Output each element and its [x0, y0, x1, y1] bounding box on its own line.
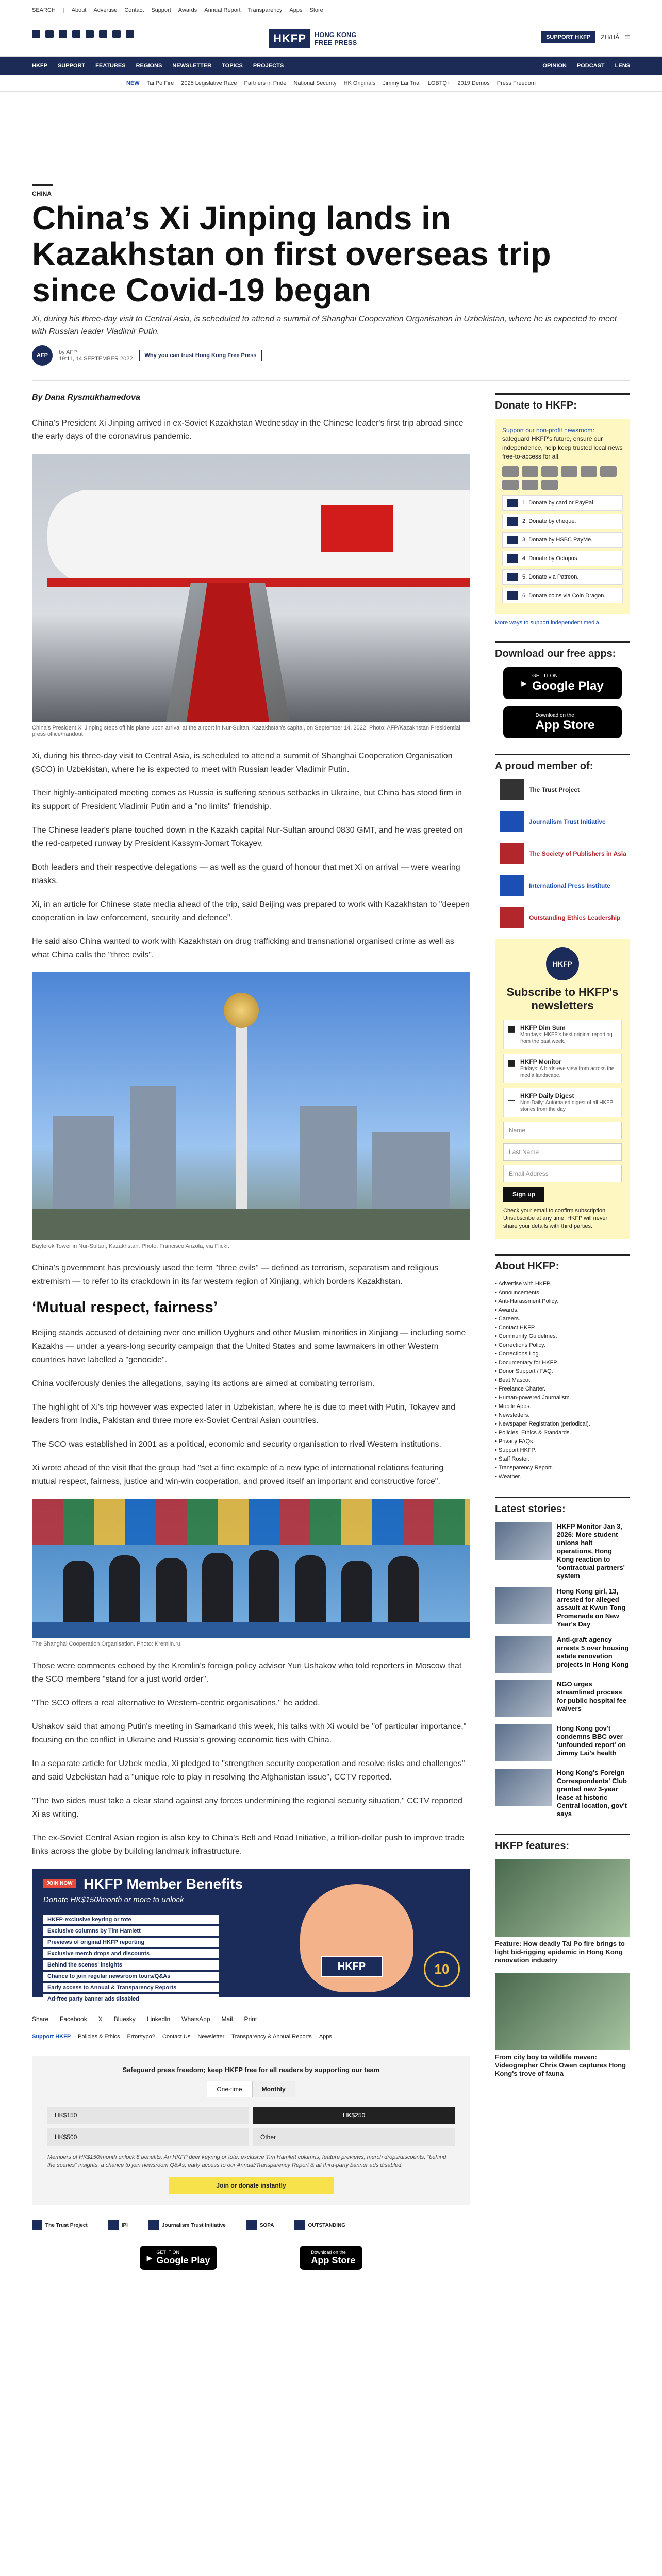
- logo-text-line-1: HONG KONG: [314, 31, 357, 39]
- nav-item-home[interactable]: HKFP: [32, 63, 47, 69]
- benefit-list: [43, 1915, 219, 2006]
- one-time-tab[interactable]: One-time: [207, 2081, 252, 2097]
- paragraph: The SCO was established in 2001 as a political, economic and security organisation to rival Western institutions.: [32, 1440, 441, 1449]
- latest-story[interactable]: Hong Kong girl, 13, arrested for alleged assault at Kwun Tong Promenade on New Year's Day: [495, 1587, 630, 1629]
- coin-icon: [541, 480, 558, 490]
- main-nav: [0, 57, 662, 75]
- benefit-item: Early access to Annual & Transparency Reports: [43, 1983, 219, 1992]
- last-name-field[interactable]: Last Name: [503, 1143, 622, 1161]
- payme-icon: [581, 466, 597, 477]
- article-footer-links: [32, 2033, 470, 2045]
- about-link[interactable]: • Awards.: [495, 1306, 630, 1315]
- card-icon: [507, 499, 518, 507]
- checkbox-checked[interactable]: [508, 1026, 515, 1033]
- paragraph: Both leaders and their respective delegations — as well as the guard of honour that met Xi on arrival — were wearing masks.: [32, 863, 460, 885]
- newsletter-option[interactable]: HKFP Dim Sum Mondays: HKFP's best original reporting from the past week.: [503, 1020, 622, 1049]
- annual-report-link[interactable]: Annual Report: [204, 7, 241, 13]
- search-link[interactable]: SEARCH: [32, 7, 56, 13]
- payme-icon: [507, 536, 518, 544]
- photo-xi-plane: [32, 454, 470, 722]
- logo-text: [315, 31, 357, 46]
- feature-story[interactable]: Feature: How deadly Tai Po fire brings to light bid-rigging epidemic in Hong Kong renovation industry: [495, 1859, 630, 1964]
- email-field[interactable]: Email Address: [503, 1165, 622, 1182]
- nav-item-newsletter[interactable]: NEWSLETTER: [172, 63, 212, 69]
- author-info: [59, 349, 133, 362]
- share-bluesky-link[interactable]: Bluesky: [113, 2015, 136, 2023]
- about-link[interactable]: • Human-powered Journalism.: [495, 1394, 630, 1402]
- amount-options: [47, 2107, 455, 2146]
- photo-caption: Bayterek Tower in Nur-Sultan, Kazakhstan. Photo: Francisco Anzola, via Flickr.: [32, 1243, 230, 1249]
- share-label: Share: [32, 2015, 49, 2023]
- author-avatar[interactable]: AFP: [32, 345, 53, 366]
- trending-link[interactable]: Jimmy Lai Trial: [383, 80, 421, 87]
- nav-item-opinion[interactable]: OPINION: [542, 63, 567, 69]
- sidebar-donate-box: [495, 419, 630, 614]
- figure-tower: [32, 972, 470, 1249]
- donate-option[interactable]: 2. Donate by cheque.: [502, 514, 623, 529]
- outstanding-badge[interactable]: OUTSTANDING: [294, 2220, 345, 2230]
- about-link[interactable]: • Corrections Policy.: [495, 1341, 630, 1350]
- about-link[interactable]: • Contact HKFP.: [495, 1324, 630, 1332]
- feature-thumbnail: [495, 1973, 630, 2050]
- about-link[interactable]: • Newspaper Registration (periodical).: [495, 1420, 630, 1429]
- ipi-icon: [108, 2220, 119, 2230]
- store-link[interactable]: Store: [309, 7, 323, 13]
- bluesky-icon[interactable]: [112, 30, 121, 38]
- article-byline: By Dana Rysmukhamedova: [32, 393, 140, 402]
- trending-link[interactable]: 2019 Demos: [457, 80, 490, 87]
- nav-item-podcast[interactable]: PODCAST: [576, 63, 605, 69]
- photo-sco-leaders: [32, 1499, 470, 1638]
- about-link[interactable]: • Announcements.: [495, 1289, 630, 1297]
- story-thumbnail: [495, 1680, 552, 1717]
- amount-option[interactable]: HK$500: [47, 2128, 249, 2146]
- monthly-tab[interactable]: Monthly: [252, 2081, 295, 2097]
- paragraph: Those were comments echoed by the Kremlin's foreign policy advisor Yuri Ushakov who told reporters in Moscow that the SCO members "stand for a just world order".: [32, 1662, 462, 1684]
- divider: |: [62, 7, 64, 13]
- figure-plane: [32, 454, 470, 737]
- share-facebook-link[interactable]: Facebook: [60, 2015, 87, 2023]
- benefit-item: Ad-free party banner ads disabled: [43, 1994, 219, 2004]
- member-trust-project[interactable]: The Trust Project: [495, 779, 630, 800]
- amount-option-other[interactable]: Other: [253, 2128, 455, 2146]
- paragraph: "The two sides must take a clear stand against any forces undermining the regional security situation," CCTV reported Xi as writing.: [32, 1797, 462, 1819]
- paragraph: Beijing stands accused of detaining over one million Uyghurs and other Muslim minorities in Xinjiang — including some Kazakhs — under a years-long security campaign that the United States and some lawmakers in other Western countries have labelled a "genocide".: [32, 1329, 466, 1364]
- section-label[interactable]: CHINA: [32, 184, 53, 197]
- policies-link[interactable]: Policies & Ethics: [78, 2033, 120, 2040]
- story-thumbnail: [495, 1522, 552, 1560]
- hkfp-badge: HKFP: [546, 947, 579, 980]
- contact-link[interactable]: Contact: [124, 7, 144, 13]
- instagram-icon[interactable]: [59, 30, 67, 38]
- trending-link[interactable]: Tai Po Fire: [146, 80, 174, 87]
- donate-option[interactable]: 3. Donate by HSBC PayMe.: [502, 532, 623, 548]
- menu-icon[interactable]: ☰: [624, 33, 630, 41]
- about-link[interactable]: • Mobile Apps.: [495, 1402, 630, 1411]
- octopus-icon: [507, 554, 518, 563]
- about-link[interactable]: • Freelance Charter.: [495, 1385, 630, 1394]
- latest-story[interactable]: Hong Kong's Foreign Correspondents' Club granted new 3-year lease at historic Central location, gov't says: [495, 1769, 630, 1818]
- about-link[interactable]: • Staff Roster.: [495, 1455, 630, 1464]
- paragraph: Xi, in an article for Chinese state media ahead of the trip, said Beijing was prepared to work with Kazakhstan to "deepen cooperation in law enforcement, security and defence".: [32, 900, 470, 922]
- member-ipi[interactable]: International Press Institute: [495, 875, 630, 896]
- subheading: ‘Mutual respect, fairness’: [32, 1299, 218, 1316]
- nav-item-projects[interactable]: PROJECTS: [253, 63, 284, 69]
- newsletter-option[interactable]: HKFP Daily Digest Non-Daily: Automated digest of all HKFP stories from the day.: [503, 1088, 622, 1117]
- donate-option[interactable]: 6. Donate coins via Coin Dragon.: [502, 588, 623, 603]
- story-thumbnail: [495, 1636, 552, 1673]
- ipi-badge[interactable]: IPI: [108, 2220, 128, 2230]
- publish-date: 19:11, 14 SEPTEMBER 2022: [59, 355, 133, 362]
- print-link[interactable]: Print: [244, 2015, 257, 2023]
- donate-option[interactable]: 5. Donate via Patreon.: [502, 569, 623, 585]
- sidebar-donate-title: Donate to HKFP:: [495, 393, 630, 412]
- donate-option[interactable]: 1. Donate by card or PayPal.: [502, 495, 623, 511]
- story-thumbnail: [495, 1724, 552, 1761]
- new-label: NEW: [126, 80, 140, 87]
- donate-intro: Support our non-profit newsroom: safeguard HKFP's future, ensure our independence, help keep trusted local news free-to-access for all.: [502, 427, 623, 460]
- story-thumbnail: [495, 1587, 552, 1624]
- sopa-icon: [500, 843, 524, 864]
- top-bar: [0, 0, 662, 57]
- language-switch[interactable]: ZH/HÅ: [601, 33, 620, 41]
- sidebar-latest-title: Latest stories:: [495, 1497, 630, 1515]
- logo-text-line-2: FREE PRESS: [314, 39, 357, 46]
- feature-story[interactable]: From city boy to wildlife maven: Videographer Chris Owen captures Hong Kong's trove of fauna: [495, 1973, 630, 2078]
- newsletter-link[interactable]: Newsletter: [197, 2033, 225, 2040]
- jti-badge[interactable]: Journalism Trust Initiative: [148, 2220, 226, 2230]
- paragraph: The Chinese leader's plane touched down in the Kazakh capital Nur-Sultan around 0830 GMT, and he was greeted on the red-carpeted runway by President Kassym-Jomart Tokayev.: [32, 826, 463, 848]
- about-link[interactable]: • Documentary for HKFP.: [495, 1359, 630, 1367]
- benefit-item: Exclusive merch drops and discounts: [43, 1949, 219, 1958]
- benefit-item: HKFP-exclusive keyring or tote: [43, 1915, 219, 1924]
- sign-up-button[interactable]: Sign up: [503, 1187, 544, 1202]
- author-name[interactable]: by AFP: [59, 349, 77, 355]
- nav-item-topics[interactable]: TOPICS: [222, 63, 243, 69]
- join-donate-button[interactable]: Join or donate instantly: [169, 2177, 334, 2194]
- store-buttons-bottom: [32, 2246, 470, 2270]
- about-link[interactable]: • Beat Mascot.: [495, 1376, 630, 1385]
- patreon-icon: [502, 480, 519, 490]
- story-thumbnail: [495, 1769, 552, 1806]
- site-logo[interactable]: [269, 29, 357, 48]
- newsletter-signup: [495, 939, 630, 1239]
- share-whatsapp-link[interactable]: WhatsApp: [181, 2015, 210, 2023]
- paragraph: "The SCO offers a real alternative to Western-centric organisations," he added.: [32, 1699, 320, 1707]
- about-link[interactable]: • Careers.: [495, 1315, 630, 1324]
- trending-link[interactable]: HK Originals: [343, 80, 376, 87]
- apps-link[interactable]: Apps: [289, 7, 303, 13]
- feature-thumbnail: [495, 1859, 630, 1937]
- cheque-icon: [522, 480, 538, 490]
- benefit-item: Chance to join regular newsroom tours/Q&As: [43, 1972, 219, 1981]
- app-store-button[interactable]: Download on the App Store: [503, 706, 622, 738]
- donation-widget: [32, 2056, 470, 2205]
- about-link[interactable]: • Privacy FAQs.: [495, 1437, 630, 1446]
- advertise-link[interactable]: Advertise: [93, 7, 118, 13]
- first-name-field[interactable]: Name: [503, 1122, 622, 1139]
- about-link[interactable]: • Anti-Harassment Policy.: [495, 1297, 630, 1306]
- anniversary-badge: 10: [424, 1951, 460, 1987]
- share-x-link[interactable]: X: [98, 2015, 103, 2023]
- support-hkfp-link[interactable]: Support HKFP: [32, 2033, 71, 2040]
- member-jti[interactable]: Journalism Trust Initiative: [495, 811, 630, 832]
- octopus-icon: [600, 466, 617, 477]
- ipi-icon: [500, 875, 524, 896]
- nav-item-features[interactable]: FEATURES: [95, 63, 126, 69]
- frequency-toggle: [47, 2081, 455, 2097]
- topbar-actions: [541, 31, 630, 43]
- threads-icon[interactable]: [72, 30, 80, 38]
- latest-story[interactable]: Anti-graft agency arrests 5 over housing estate renovation projects in Hong Kong: [495, 1636, 630, 1673]
- trust-badge[interactable]: Why you can trust Hong Kong Free Press: [139, 350, 262, 361]
- award-icon: [500, 907, 524, 928]
- divider: [32, 380, 630, 381]
- member-benefits-banner[interactable]: [32, 1869, 470, 2002]
- about-link[interactable]: • Community Guidelines.: [495, 1332, 630, 1341]
- subscribe-title: Subscribe to HKFP's newsletters: [506, 986, 619, 1012]
- about-link[interactable]: • Donor Support / FAQ.: [495, 1367, 630, 1376]
- latest-story[interactable]: Hong Kong gov't condemns BBC over 'unfounded report' on Jimmy Lai's health: [495, 1724, 630, 1761]
- paragraph: China vociferously denies the allegations, saying its actions are aimed at combating terrorism.: [32, 1379, 375, 1388]
- deer-badge: HKFP: [321, 1956, 383, 1977]
- signup-fine-print: Check your email to confirm subscription. Unsubscribe at any time. HKFP will never share your details with third parties.: [503, 1208, 608, 1229]
- benefit-item: Exclusive columns by Tim Hamlett: [43, 1926, 219, 1936]
- paragraph: Xi wrote ahead of the visit that the group had "set a fine example of a new type of international relations featuring mutual respect, fairness, justice and win-win cooperation, and proved itself an important and constructive force".: [32, 1464, 444, 1486]
- sidebar-features-title: HKFP features:: [495, 1834, 630, 1852]
- amount-option-selected[interactable]: HK$250: [253, 2107, 455, 2124]
- jti-icon: [500, 811, 524, 832]
- apps-link[interactable]: Apps: [319, 2033, 332, 2040]
- about-link[interactable]: • Corrections Log.: [495, 1350, 630, 1359]
- about-link[interactable]: • Policies, Ethics & Standards.: [495, 1429, 630, 1437]
- membership-badges: [32, 2220, 470, 2230]
- google-play-button[interactable]: ▶ GET IT ON Google Play: [503, 667, 622, 699]
- benefit-item: Behind the scenes' insights: [43, 1960, 219, 1970]
- nav-item-regions[interactable]: REGIONS: [136, 63, 162, 69]
- paragraph: Their highly-anticipated meeting comes as Russia is suffering serious setbacks in Ukraine, but China has stood firm in its support of President Vladimir Putin and a "no limits" friendship.: [32, 789, 462, 811]
- about-link[interactable]: • Support HKFP.: [495, 1446, 630, 1455]
- about-link[interactable]: • Transparency Report.: [495, 1464, 630, 1472]
- about-link[interactable]: • Advertise with HKFP.: [495, 1280, 630, 1289]
- checkbox-checked[interactable]: [508, 1060, 515, 1067]
- paragraph: He said also China wanted to work with Kazakhstan on drug trafficking and transnational organised crime as well as what China calls the "three evils".: [32, 937, 454, 959]
- payment-icons: [502, 466, 623, 490]
- error-typo-link[interactable]: Error/typo?: [127, 2033, 155, 2040]
- trust-project-badge[interactable]: The Trust Project: [32, 2220, 88, 2230]
- awards-link[interactable]: Awards: [178, 7, 197, 13]
- donation-heading: Safeguard press freedom; keep HKFP free for all readers by supporting our team: [122, 2066, 380, 2074]
- paragraph: Xi, during his three-day visit to Central Asia, is scheduled to attend a summit of Shanghai Cooperation Organisation (SCO) in Uzbekistan, where he is expected to meet with Russian leader Vladimir Putin.: [32, 752, 453, 774]
- paragraph: The highlight of Xi's trip however was expected later in Uzbekistan, where he is due to meet with Putin, Tokayev and leaders from India, Pakistan and three more ex-Soviet Central Asian countries.: [32, 1403, 455, 1425]
- photo-caption: China's President Xi Jinping steps off his plane upon arrival at the airport in Nur-Sultan, Kazakhstan's capital, on September 14, 2022. Photo: AFP/Kazakhstan Presidential press office/handout.: [32, 725, 460, 737]
- donation-note: Members of HK$150/month unlock 8 benefits: An HKFP deer keyring or tote, exclusive Tim Hamlett columns, feature previews, merch drops/discounts, "behind the scenes" insights, a chance to join newsroom Q&As, early access to our Annual/Transparency Report & all third-party banner ads disabled.: [47, 2154, 446, 2168]
- support-link[interactable]: Support: [151, 7, 171, 13]
- sidebar: [495, 393, 630, 2086]
- trending-link[interactable]: Press Freedom: [496, 80, 536, 87]
- figure-sco: [32, 1499, 470, 1647]
- trust-project-icon: [500, 779, 524, 800]
- about-link[interactable]: • Weather.: [495, 1472, 630, 1481]
- logo-mark: HKFP: [269, 29, 310, 48]
- mastercard-icon: [522, 466, 538, 477]
- sidebar-member-title: A proud member of:: [495, 754, 630, 772]
- trending-bar: [0, 75, 662, 92]
- nav-item-support[interactable]: SUPPORT: [57, 63, 86, 69]
- paragraph: In a separate article for Uzbek media, Xi pledged to "strengthen security cooperation and resolve risks and challenges" and said Uzbekistan had a "unique role to play in resolving the Afghanistan issue", CCTV reported.: [32, 1759, 465, 1782]
- paragraph: Ushakov said that among Putin's meeting in Samarkand this week, his talks with Xi would be "of particular importance," focusing on the conflict in Ukraine and Russia's growing economic ties with China.: [32, 1722, 467, 1744]
- youtube-icon[interactable]: [86, 30, 94, 38]
- google-play-button[interactable]: ▶ GET IT ON Google Play: [140, 2246, 218, 2270]
- visa-icon: [502, 466, 519, 477]
- checkbox[interactable]: [508, 1094, 515, 1101]
- trending-link[interactable]: 2025 Legislative Race: [181, 80, 237, 87]
- about-links: [495, 1280, 630, 1481]
- social-icons: [32, 30, 134, 38]
- latest-story[interactable]: NGO urges streamlined process for public hospital fee waivers: [495, 1680, 630, 1717]
- reports-link[interactable]: Transparency & Annual Reports: [231, 2033, 312, 2040]
- patreon-icon: [507, 573, 518, 581]
- newsletter-option[interactable]: HKFP Monitor Fridays: A birds-eye view from across the media landscape.: [503, 1054, 622, 1083]
- trending-link[interactable]: Partners in Pride: [244, 80, 287, 87]
- facebook-icon[interactable]: [45, 30, 54, 38]
- donate-option[interactable]: 4. Donate by Octopus.: [502, 551, 623, 566]
- promo-subtitle: Donate HK$150/month or more to unlock: [43, 1895, 184, 1904]
- jti-icon: [148, 2220, 159, 2230]
- paragraph: China's President Xi Jinping arrived in ex-Soviet Kazakhstan Wednesday in the Chinese leader's first trip abroad since the early days of the coronavirus pandemic.: [32, 419, 464, 441]
- member-sopa[interactable]: The Society of Publishers in Asia: [495, 843, 630, 864]
- member-ethics[interactable]: Outstanding Ethics Leadership: [495, 907, 630, 928]
- trending-link[interactable]: LGBTQ+: [427, 80, 451, 87]
- more-ways-link[interactable]: More ways to support independent media.: [495, 620, 601, 626]
- rss-icon[interactable]: [126, 30, 134, 38]
- x-icon[interactable]: [32, 30, 40, 38]
- sopa-badge[interactable]: SOPA: [246, 2220, 274, 2230]
- utility-links: [32, 7, 323, 13]
- benefit-item: Previews of original HKFP reporting: [43, 1938, 219, 1947]
- promo-title: HKFP Member Benefits: [84, 1876, 243, 1892]
- coin-icon: [507, 591, 518, 600]
- google-play-icon: ▶: [521, 679, 527, 687]
- sidebar-apps-title: Download our free apps:: [495, 641, 630, 660]
- join-now-tag: JOIN NOW: [43, 1879, 76, 1888]
- linkedin-icon[interactable]: [99, 30, 107, 38]
- support-newsroom-link[interactable]: Support our non-profit newsroom: [502, 427, 593, 434]
- contact-us-link[interactable]: Contact Us: [162, 2033, 191, 2040]
- paragraph: The ex-Soviet Central Asian region is also key to China's Belt and Road Initiative, a trillion-dollar push to improve trade links across the globe by building landmark infrastructure.: [32, 1834, 465, 1856]
- award-icon: [294, 2220, 305, 2230]
- about-link[interactable]: • Newsletters.: [495, 1411, 630, 1420]
- share-mail-link[interactable]: Mail: [221, 2015, 233, 2023]
- article-headline: China’s Xi Jinping lands in Kazakhstan on first overseas trip since Covid-19 began: [32, 199, 551, 309]
- trending-link[interactable]: National Security: [293, 80, 337, 87]
- article-body: [32, 393, 470, 2270]
- trust-project-icon: [32, 2220, 42, 2230]
- sidebar-about-title: About HKFP:: [495, 1254, 630, 1273]
- nav-item-lens[interactable]: LENS: [615, 63, 630, 69]
- photo-caption: The Shanghai Cooperation Organisation. Photo: Kremlin.ru.: [32, 1641, 183, 1647]
- app-store-button[interactable]: Download on the App Store: [300, 2246, 362, 2270]
- paragraph: China's government has previously used the term "three evils" — defined as terrorism, separatism and religious extremism — to refer to its crackdown in its far western region of Xinjiang, which borders Kazakhstan.: [32, 1264, 439, 1286]
- paypal-icon: [561, 466, 577, 477]
- share-linkedin-link[interactable]: LinkedIn: [146, 2015, 171, 2023]
- author-meta: [32, 345, 262, 366]
- transparency-link[interactable]: Transparency: [247, 7, 283, 13]
- latest-story[interactable]: HKFP Monitor Jan 3, 2026: More student unions halt operations, Hong Kong reaction to 'contractual partners' system: [495, 1522, 630, 1580]
- article-standfirst: Xi, during his three-day visit to Central Asia, is scheduled to attend a summit of Shanghai Cooperation Organisation in Uzbekistan, where he is expected to meet with Russian leader Vladimir Putin.: [32, 315, 617, 336]
- photo-bayterek-tower: [32, 972, 470, 1240]
- cheque-icon: [507, 517, 518, 526]
- support-hkfp-button[interactable]: SUPPORT HKFP: [541, 31, 595, 43]
- google-play-icon: ▶: [146, 2253, 153, 2262]
- sopa-icon: [246, 2220, 257, 2230]
- amount-option[interactable]: HK$150: [47, 2107, 249, 2124]
- amex-icon: [541, 466, 558, 477]
- about-link[interactable]: About: [71, 7, 87, 13]
- share-bar: [32, 2010, 470, 2028]
